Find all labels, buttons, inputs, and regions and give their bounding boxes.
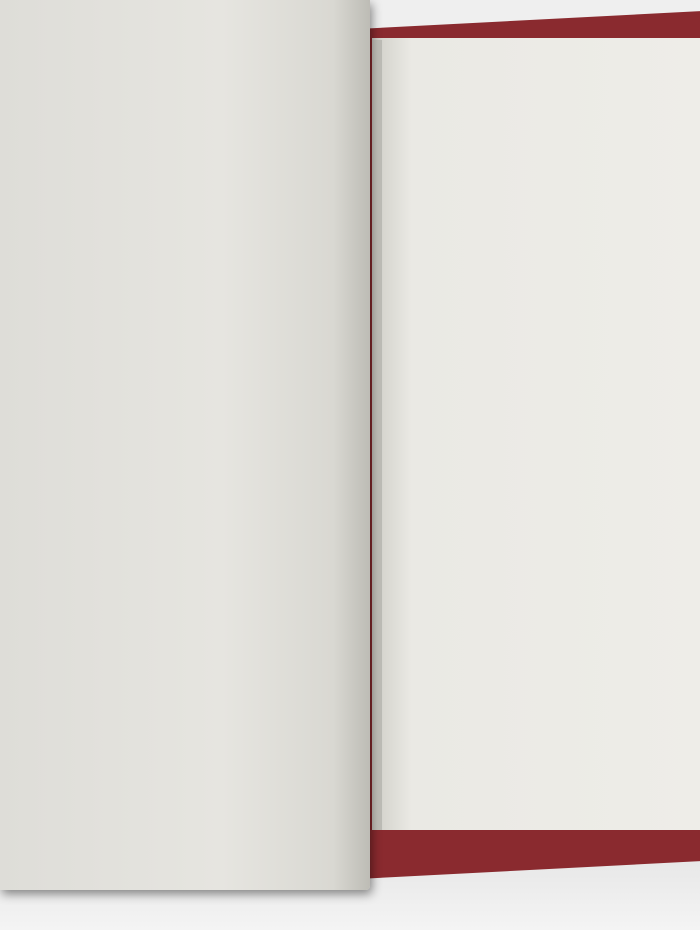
toc-list — [14, 54, 354, 62]
right-page-contents — [424, 76, 700, 190]
left-page-contents — [14, 52, 354, 62]
section-title — [14, 52, 354, 60]
section-title — [425, 86, 700, 120]
